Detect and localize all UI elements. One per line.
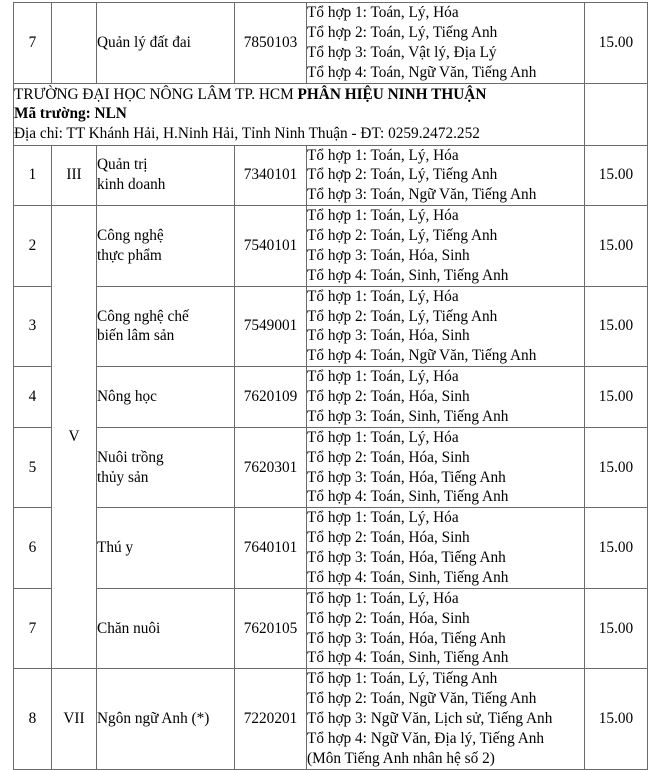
combo-line: Tổ hợp 1: Toán, Lý, Hóa xyxy=(307,207,459,225)
combo-line: Tổ hợp 1: Toán, Lý, Hóa xyxy=(307,509,459,527)
section-header-row xyxy=(14,83,648,145)
combo-line: Tổ hợp 4: Toán, Sinh, Tiếng Anh xyxy=(307,266,509,284)
major-name-line: Nuôi trồng xyxy=(97,448,164,466)
combo-line: Tổ hợp 2: Toán, Hóa, Sinh xyxy=(307,529,470,547)
row-group-cell: III xyxy=(52,145,97,206)
major-name-line: kinh doanh xyxy=(97,176,166,194)
row-score-cell: 15.00 xyxy=(585,3,648,84)
school-name-normal: TRƯỜNG ĐẠI HỌC NÔNG LÂM TP. HCM xyxy=(14,85,298,103)
row-code-cell: 7620109 xyxy=(235,367,307,428)
combo-line: Tổ hợp 3: Toán, Hóa, Tiếng Anh xyxy=(307,549,506,566)
row-combos-cell xyxy=(307,3,585,84)
row-score-cell: 15.00 xyxy=(585,367,648,428)
combo-line: Tổ hợp 3: Toán, Vật lý, Địa Lý xyxy=(307,43,497,61)
combo-line: Tổ hợp 2: Toán, Lý, Tiếng Anh xyxy=(307,166,498,184)
major-name-line: Quản lý đất đai xyxy=(97,33,191,51)
row-major-cell xyxy=(97,206,235,287)
row-combos-cell xyxy=(307,367,585,428)
row-code-cell: 7620301 xyxy=(235,427,307,508)
row-major-cell xyxy=(97,367,235,428)
row-combos-cell xyxy=(307,286,585,367)
row-major-cell xyxy=(97,145,235,206)
combo-line: Tổ hợp 3: Toán, Hóa, Tiếng Anh xyxy=(307,468,506,486)
row-code-cell: 7549001 xyxy=(235,286,307,367)
row-score-cell: 15.00 xyxy=(585,508,648,589)
row-code-cell: 7540101 xyxy=(235,206,307,287)
admission-score-table xyxy=(13,2,648,770)
combo-line: Tổ hợp 3: Toán, Ngữ Văn, Tiếng Anh xyxy=(307,186,537,204)
major-name-line: Thú y xyxy=(97,539,134,557)
combo-line: Tổ hợp 2: Toán, Hóa, Sinh xyxy=(307,609,470,627)
major-name-line: thực phẩm xyxy=(97,246,162,264)
row-index-cell: 6 xyxy=(14,508,52,589)
row-code-cell: 7850103 xyxy=(235,3,307,84)
row-major-cell xyxy=(97,508,235,589)
row-code-cell: 7620105 xyxy=(235,588,307,669)
combo-line: Tổ hợp 4: Toán, Sinh, Tiếng Anh xyxy=(307,568,509,586)
combo-line: Tổ hợp 4: Ngữ Văn, Địa lý, Tiếng Anh xyxy=(307,729,545,747)
row-major-cell xyxy=(97,588,235,669)
row-score-cell: 15.00 xyxy=(585,427,648,508)
row-score-cell: 15.00 xyxy=(585,145,648,206)
major-name-line: thủy sản xyxy=(97,468,149,486)
combo-line: Tổ hợp 1: Toán, Lý, Hóa xyxy=(307,287,459,305)
row-score-cell: 15.00 xyxy=(585,588,648,669)
row-index-cell: 2 xyxy=(14,206,52,287)
combo-line: Tổ hợp 1: Toán, Lý, Tiếng Anh xyxy=(307,670,498,688)
row-major-cell xyxy=(97,3,235,84)
major-name-line: Công nghệ chế xyxy=(97,307,189,325)
row-group-cell xyxy=(52,3,97,84)
combo-line: Tổ hợp 1: Toán, Lý, Hóa xyxy=(307,428,459,446)
row-code-cell: 7340101 xyxy=(235,145,307,206)
row-index-cell: 3 xyxy=(14,286,52,367)
table-row xyxy=(14,427,648,508)
table-body xyxy=(14,3,648,770)
major-name-line: Nông học xyxy=(97,388,157,405)
combo-line: Tổ hợp 1: Toán, Lý, Hóa xyxy=(307,589,459,607)
major-name-line: Ngôn ngữ Anh (*) xyxy=(97,710,210,727)
row-major-cell xyxy=(97,669,235,769)
section-header-score-cell xyxy=(585,83,648,145)
school-branch-name: PHÂN HIỆU NINH THUẬN xyxy=(297,85,487,103)
combo-line: Tổ hợp 1: Toán, Lý, Hóa xyxy=(307,4,459,21)
row-index-cell: 8 xyxy=(14,669,52,769)
school-header-cell xyxy=(14,83,585,145)
combo-note-line: (Môn Tiếng Anh nhân hệ số 2) xyxy=(307,749,495,767)
row-combos-cell xyxy=(307,508,585,589)
combo-line: Tổ hợp 4: Toán, Ngữ Văn, Tiếng Anh xyxy=(307,63,537,81)
table-row xyxy=(14,286,648,367)
table-row xyxy=(14,145,648,206)
row-index-cell: 7 xyxy=(14,588,52,669)
row-combos-cell xyxy=(307,588,585,669)
row-index-cell: 7 xyxy=(14,3,52,84)
table-row xyxy=(14,367,648,428)
document-page xyxy=(0,2,660,767)
row-combos-cell xyxy=(307,206,585,287)
major-name-line: Công nghệ xyxy=(97,227,164,244)
combo-line: Tổ hợp 2: Toán, Lý, Tiếng Anh xyxy=(307,307,498,325)
major-name-line: Quản trị xyxy=(97,156,148,174)
combo-line: Tổ hợp 2: Toán, Lý, Tiếng Anh xyxy=(307,227,498,244)
table-row xyxy=(14,508,648,589)
combo-line: Tổ hợp 1: Toán, Lý, Hóa xyxy=(307,146,459,164)
row-index-cell: 5 xyxy=(14,427,52,508)
school-code-line: Mã trường: NLN xyxy=(14,105,127,123)
combo-line: Tổ hợp 2: Toán, Lý, Tiếng Anh xyxy=(307,23,498,41)
row-group-cell: V xyxy=(52,206,97,669)
row-combos-cell xyxy=(307,427,585,508)
combo-line: Tổ hợp 2: Toán, Hóa, Sinh xyxy=(307,448,470,466)
combo-line: Tổ hợp 3: Toán, Hóa, Sinh xyxy=(307,327,470,345)
row-score-cell: 15.00 xyxy=(585,669,648,769)
row-score-cell: 15.00 xyxy=(585,206,648,287)
combo-line: Tổ hợp 2: Toán, Ngữ Văn, Tiếng Anh xyxy=(307,690,537,708)
combo-line: Tổ hợp 3: Toán, Sinh, Tiếng Anh xyxy=(307,407,509,425)
combo-line: Tổ hợp 2: Toán, Hóa, Sinh xyxy=(307,388,470,405)
row-combos-cell xyxy=(307,669,585,769)
school-address-line: Địa chỉ: TT Khánh Hải, H.Ninh Hải, Tỉnh Ninh Thuận - ĐT: 0259.2472.252 xyxy=(14,124,480,142)
major-name-line: biến lâm sản xyxy=(97,327,175,345)
table-row xyxy=(14,669,648,769)
combo-line: Tổ hợp 3: Toán, Hóa, Tiếng Anh xyxy=(307,629,506,647)
major-name-line: Chăn nuôi xyxy=(97,619,161,637)
table-row xyxy=(14,206,648,287)
combo-line: Tổ hợp 4: Toán, Ngữ Văn, Tiếng Anh xyxy=(307,347,537,365)
table-row xyxy=(14,3,648,84)
row-index-cell: 4 xyxy=(14,367,52,428)
combo-line: Tổ hợp 4: Toán, Sinh, Tiếng Anh xyxy=(307,649,509,667)
row-code-cell: 7220201 xyxy=(235,669,307,769)
row-combos-cell xyxy=(307,145,585,206)
combo-line: Tổ hợp 3: Ngữ Văn, Lịch sử, Tiếng Anh xyxy=(307,710,553,727)
combo-line: Tổ hợp 1: Toán, Lý, Hóa xyxy=(307,368,459,386)
row-major-cell xyxy=(97,286,235,367)
row-major-cell xyxy=(97,427,235,508)
table-row xyxy=(14,588,648,669)
row-group-cell: VII xyxy=(52,669,97,769)
row-index-cell: 1 xyxy=(14,145,52,206)
combo-line: Tổ hợp 4: Toán, Sinh, Tiếng Anh xyxy=(307,488,509,506)
row-score-cell: 15.00 xyxy=(585,286,648,367)
row-code-cell: 7640101 xyxy=(235,508,307,589)
school-name-line xyxy=(14,85,584,105)
combo-line: Tổ hợp 3: Toán, Hóa, Sinh xyxy=(307,246,470,264)
